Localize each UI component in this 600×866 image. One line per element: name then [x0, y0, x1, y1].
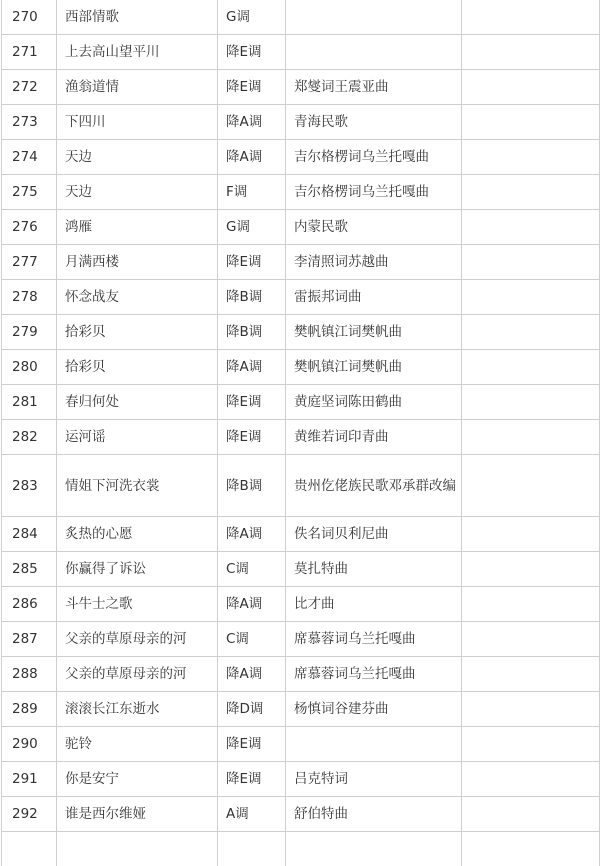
extra-cell: [462, 315, 600, 350]
extra-cell: [462, 762, 600, 797]
song-key-cell: 降E调: [218, 70, 286, 105]
song-key-cell: 降E调: [218, 727, 286, 762]
song-number-cell: 291: [2, 762, 57, 797]
song-credits-cell: 吉尔格楞词乌兰托嘎曲: [286, 175, 462, 210]
song-key-cell: 降A调: [218, 657, 286, 692]
song-key-cell: 降A调: [218, 140, 286, 175]
extra-cell: [462, 797, 600, 832]
table-row: [2, 727, 600, 762]
song-key-cell: C调: [218, 622, 286, 657]
song-key-cell: [218, 832, 286, 866]
extra-cell: [462, 517, 600, 552]
song-credits-cell: 吕克特词: [286, 762, 462, 797]
extra-cell: [462, 35, 600, 70]
song-number-cell: 278: [2, 280, 57, 315]
extra-cell: [462, 622, 600, 657]
song-credits-cell: 黄维若词印青曲: [286, 420, 462, 455]
song-key-cell: 降D调: [218, 692, 286, 727]
song-credits-cell: 青海民歌: [286, 105, 462, 140]
song-credits-cell: 吉尔格楞词乌兰托嘎曲: [286, 140, 462, 175]
song-key-cell: G调: [218, 210, 286, 245]
extra-cell: [462, 0, 600, 35]
extra-cell: [462, 350, 600, 385]
song-number-cell: 272: [2, 70, 57, 105]
song-credits-cell: [286, 727, 462, 762]
table-row: [2, 210, 600, 245]
song-credits-cell: 樊帆镇江词樊帆曲: [286, 315, 462, 350]
table-row: [2, 762, 600, 797]
song-number-cell: 292: [2, 797, 57, 832]
extra-cell: [462, 140, 600, 175]
song-key-cell: 降E调: [218, 420, 286, 455]
table-row: [2, 517, 600, 552]
song-title-cell: [57, 832, 218, 866]
song-key-cell: 降E调: [218, 385, 286, 420]
extra-cell: [462, 587, 600, 622]
song-credits-cell: 杨慎词谷建芬曲: [286, 692, 462, 727]
song-key-cell: 降E调: [218, 762, 286, 797]
song-number-cell: 288: [2, 657, 57, 692]
extra-cell: [462, 455, 600, 517]
song-number-cell: 287: [2, 622, 57, 657]
extra-cell: [462, 727, 600, 762]
song-title-cell: 鸿雁: [57, 210, 218, 245]
song-key-cell: F调: [218, 175, 286, 210]
song-number-cell: 274: [2, 140, 57, 175]
extra-cell: [462, 385, 600, 420]
table-row: [2, 315, 600, 350]
table-row: [2, 657, 600, 692]
song-credits-cell: 樊帆镇江词樊帆曲: [286, 350, 462, 385]
table-row: [2, 35, 600, 70]
table-row: [2, 587, 600, 622]
song-credits-cell: 舒伯特曲: [286, 797, 462, 832]
song-key-cell: 降B调: [218, 455, 286, 517]
extra-cell: [462, 70, 600, 105]
song-number-cell: 283: [2, 455, 57, 517]
extra-cell: [462, 245, 600, 280]
song-number-cell: 282: [2, 420, 57, 455]
table-row: [2, 175, 600, 210]
song-number-cell: 275: [2, 175, 57, 210]
extra-cell: [462, 105, 600, 140]
table-row: [2, 622, 600, 657]
table-row: [2, 552, 600, 587]
song-number-cell: 280: [2, 350, 57, 385]
song-credits-cell: 郑燮词王震亚曲: [286, 70, 462, 105]
song-title-cell: 情姐下河洗衣裳: [57, 455, 218, 517]
song-key-cell: 降A调: [218, 587, 286, 622]
table-row: [2, 350, 600, 385]
song-number-cell: 281: [2, 385, 57, 420]
song-number-cell: 270: [2, 0, 57, 35]
table-row: [2, 420, 600, 455]
song-number-cell: 273: [2, 105, 57, 140]
song-key-cell: G调: [218, 0, 286, 35]
song-key-cell: 降B调: [218, 280, 286, 315]
extra-cell: [462, 552, 600, 587]
table-row: [2, 245, 600, 280]
song-number-cell: 279: [2, 315, 57, 350]
song-credits-cell: 黄庭坚词陈田鹤曲: [286, 385, 462, 420]
song-credits-cell: 席慕蓉词乌兰托嘎曲: [286, 657, 462, 692]
song-number-cell: 285: [2, 552, 57, 587]
song-title-cell: 上去高山望平川: [57, 35, 218, 70]
song-title-cell: 拾彩贝: [57, 350, 218, 385]
table-row: [2, 140, 600, 175]
song-title-cell: 炙热的心愿: [57, 517, 218, 552]
song-credits-cell: [286, 35, 462, 70]
song-number-cell: 290: [2, 727, 57, 762]
song-list-body: [2, 0, 600, 866]
extra-cell: [462, 692, 600, 727]
song-list-table: [1, 0, 600, 866]
song-title-cell: 谁是西尔维娅: [57, 797, 218, 832]
table-row: [2, 70, 600, 105]
song-title-cell: 斗牛士之歌: [57, 587, 218, 622]
song-title-cell: 春归何处: [57, 385, 218, 420]
song-title-cell: 父亲的草原母亲的河: [57, 657, 218, 692]
extra-cell: [462, 280, 600, 315]
song-number-cell: 277: [2, 245, 57, 280]
song-number-cell: 276: [2, 210, 57, 245]
song-key-cell: 降B调: [218, 315, 286, 350]
table-row: [2, 455, 600, 517]
song-title-cell: 你是安宁: [57, 762, 218, 797]
song-title-cell: 怀念战友: [57, 280, 218, 315]
song-title-cell: 父亲的草原母亲的河: [57, 622, 218, 657]
song-credits-cell: 李清照词苏越曲: [286, 245, 462, 280]
table-row: [2, 385, 600, 420]
song-title-cell: 月满西楼: [57, 245, 218, 280]
song-credits-cell: 佚名词贝利尼曲: [286, 517, 462, 552]
song-title-cell: 拾彩贝: [57, 315, 218, 350]
extra-cell: [462, 420, 600, 455]
song-key-cell: 降A调: [218, 350, 286, 385]
table-row: [2, 280, 600, 315]
song-title-cell: 天边: [57, 175, 218, 210]
song-number-cell: 286: [2, 587, 57, 622]
song-title-cell: 天边: [57, 140, 218, 175]
song-credits-cell: 贵州仡佬族民歌邓承群改编: [286, 455, 462, 517]
table-row: [2, 692, 600, 727]
song-credits-cell: 比才曲: [286, 587, 462, 622]
song-title-cell: 下四川: [57, 105, 218, 140]
song-key-cell: 降E调: [218, 245, 286, 280]
song-credits-cell: [286, 0, 462, 35]
song-key-cell: C调: [218, 552, 286, 587]
song-number-cell: [2, 832, 57, 866]
extra-cell: [462, 210, 600, 245]
song-title-cell: 运河谣: [57, 420, 218, 455]
extra-cell: [462, 657, 600, 692]
table-row: [2, 105, 600, 140]
song-title-cell: 渔翁道情: [57, 70, 218, 105]
song-number-cell: 284: [2, 517, 57, 552]
song-title-cell: 驼铃: [57, 727, 218, 762]
song-title-cell: 西部情歌: [57, 0, 218, 35]
song-key-cell: 降A调: [218, 105, 286, 140]
extra-cell: [462, 175, 600, 210]
song-title-cell: 你赢得了诉讼: [57, 552, 218, 587]
song-key-cell: A调: [218, 797, 286, 832]
song-credits-cell: 内蒙民歌: [286, 210, 462, 245]
song-credits-cell: 雷振邦词曲: [286, 280, 462, 315]
extra-cell: [462, 832, 600, 866]
song-number-cell: 289: [2, 692, 57, 727]
song-number-cell: 271: [2, 35, 57, 70]
table-row: [2, 832, 600, 866]
song-credits-cell: 莫扎特曲: [286, 552, 462, 587]
table-row: [2, 797, 600, 832]
song-credits-cell: [286, 832, 462, 866]
song-key-cell: 降A调: [218, 517, 286, 552]
song-title-cell: 滚滚长江东逝水: [57, 692, 218, 727]
song-credits-cell: 席慕蓉词乌兰托嘎曲: [286, 622, 462, 657]
song-key-cell: 降E调: [218, 35, 286, 70]
table-row: [2, 0, 600, 35]
